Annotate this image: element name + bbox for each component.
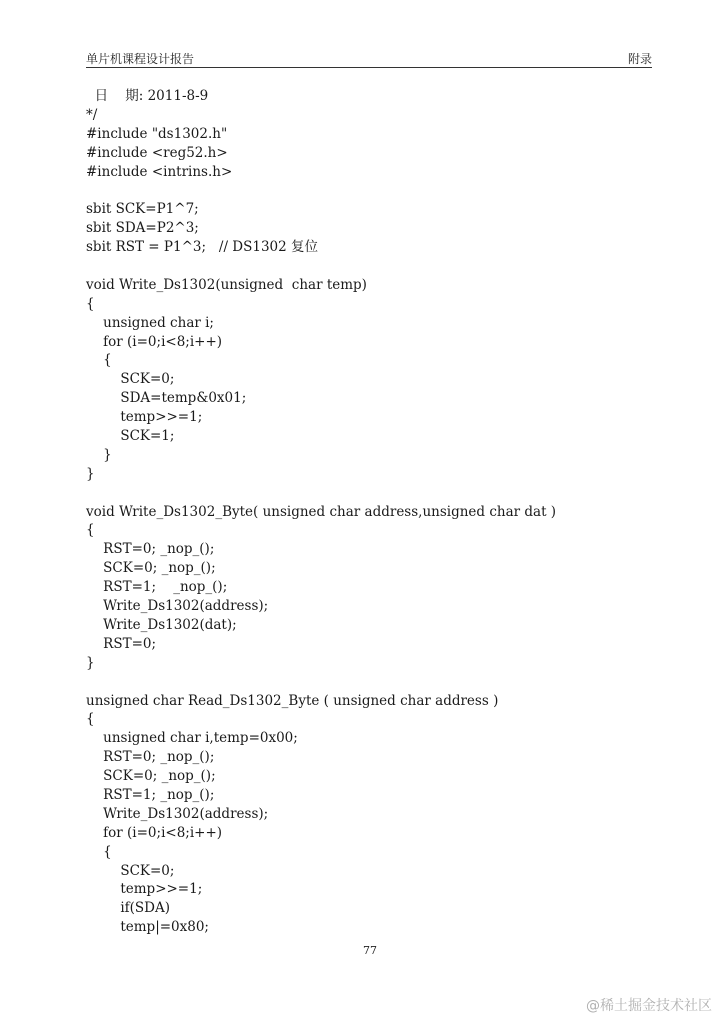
code-line: RST=0; _nop_(); bbox=[86, 749, 215, 766]
code-line: temp>>=1; bbox=[86, 409, 203, 426]
code-line: RST=1; _nop_(); bbox=[86, 579, 228, 596]
code-line: SCK=0; bbox=[86, 371, 175, 388]
code-line bbox=[86, 181, 652, 200]
page-number: 77 bbox=[363, 944, 377, 957]
code-line: sbit SDA=P2^3; bbox=[86, 220, 199, 237]
code-line: { bbox=[86, 711, 95, 728]
code-line: unsigned char Read_Ds1302_Byte ( unsigned char address ) bbox=[86, 692, 499, 709]
code-line: void Write_Ds1302(unsigned char temp) bbox=[86, 276, 367, 293]
code-line: SCK=0; _nop_(); bbox=[86, 768, 216, 785]
code-line bbox=[86, 673, 652, 692]
code-line: unsigned char i,temp=0x00; bbox=[86, 730, 298, 747]
code-line: 日 期: 2011-8-9 bbox=[86, 88, 209, 104]
code-line: SDA=temp&0x01; bbox=[86, 390, 247, 407]
code-line: for (i=0;i<8;i++) bbox=[86, 333, 223, 350]
code-line: unsigned char i; bbox=[86, 314, 214, 331]
code-line: */ bbox=[86, 106, 98, 123]
code-line: SCK=1; bbox=[86, 428, 175, 445]
code-line: } bbox=[86, 654, 95, 671]
code-line: temp>>=1; bbox=[86, 881, 203, 898]
code-line: SCK=0; _nop_(); bbox=[86, 560, 216, 577]
header-title: 单片机课程设计报告 bbox=[86, 52, 195, 66]
code-line bbox=[86, 484, 652, 503]
code-line bbox=[86, 257, 652, 276]
code-line: #include <intrins.h> bbox=[86, 163, 233, 180]
code-line: { bbox=[86, 843, 112, 860]
code-line: if(SDA) bbox=[86, 900, 170, 917]
code-line: { bbox=[86, 295, 95, 312]
code-line: { bbox=[86, 352, 112, 369]
code-line: Write_Ds1302(address); bbox=[86, 598, 269, 615]
code-line: RST=0; bbox=[86, 635, 157, 652]
code-line: Write_Ds1302(address); bbox=[86, 805, 269, 822]
code-listing bbox=[86, 87, 652, 937]
code-line: { bbox=[86, 522, 95, 539]
code-line: #include <reg52.h> bbox=[86, 144, 228, 161]
code-line: temp|=0x80; bbox=[86, 919, 209, 936]
code-line: for (i=0;i<8;i++) bbox=[86, 824, 223, 841]
code-line: RST=1; _nop_(); bbox=[86, 786, 215, 803]
code-line: } bbox=[86, 446, 112, 463]
code-line: Write_Ds1302(dat); bbox=[86, 616, 237, 633]
code-line: RST=0; _nop_(); bbox=[86, 541, 215, 558]
watermark: @稀土掘金技术社区 bbox=[586, 998, 712, 1014]
code-line: sbit RST = P1^3; // DS1302 复位 bbox=[86, 239, 319, 256]
code-line: #include "ds1302.h" bbox=[86, 125, 228, 142]
header-rule bbox=[86, 67, 652, 68]
header-section: 附录 bbox=[627, 52, 652, 66]
code-line: } bbox=[86, 465, 95, 482]
code-line: void Write_Ds1302_Byte( unsigned char address,unsigned char dat ) bbox=[86, 503, 557, 520]
code-line: sbit SCK=P1^7; bbox=[86, 201, 199, 218]
code-line: SCK=0; bbox=[86, 862, 175, 879]
